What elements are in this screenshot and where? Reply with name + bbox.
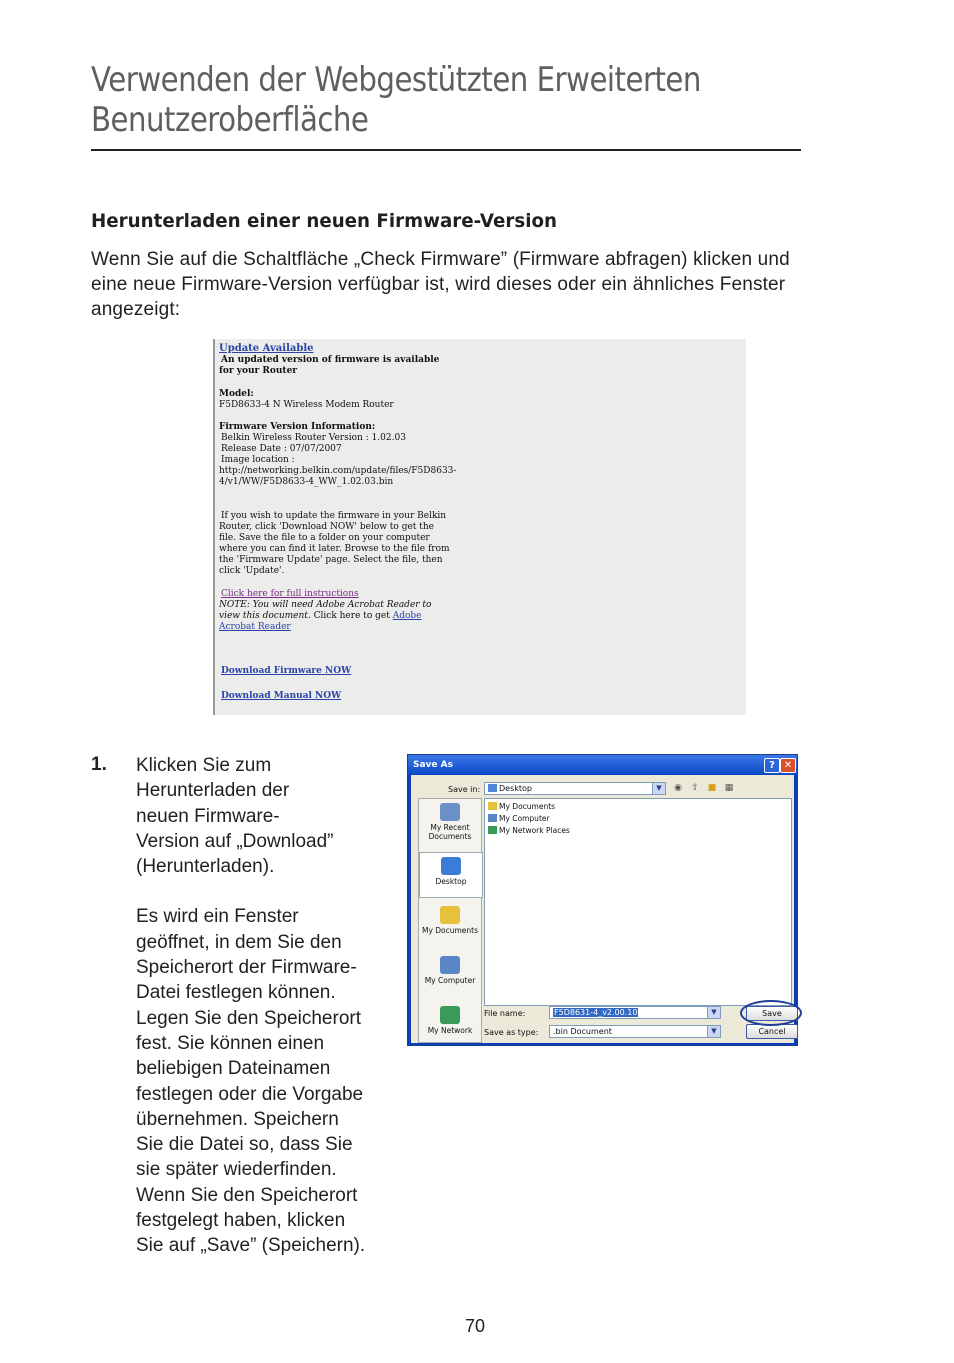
image-url-line-2: 4/v1/WW/F5D8633-4_WW_1.02.03.bin	[219, 477, 394, 487]
page-title-line-1: Verwenden der Webgestützten Erweiterten	[91, 60, 701, 100]
image-url-line-1: http://networking.belkin.com/update/files/F5D8633-	[219, 466, 457, 476]
firmware-update-screenshot	[213, 339, 746, 715]
folder-icon	[488, 802, 497, 810]
instructions-line-5: the 'Firmware Update' page. Select the file, then	[219, 555, 443, 565]
file-item-label: My Network Places	[499, 826, 570, 835]
save-button[interactable]: Save	[746, 1006, 798, 1021]
instructions-line-1: If you wish to update the firmware in your Belkin	[221, 511, 447, 521]
step-paragraph-1	[136, 753, 398, 879]
step-p2-line-14: Sie auf „Save” (Speichern).	[136, 1235, 366, 1257]
file-item[interactable]	[488, 814, 550, 823]
image-location-label: Image location :	[221, 455, 295, 465]
chevron-down-icon: ▼	[652, 783, 665, 794]
save-in-label: Save in:	[448, 785, 481, 794]
step-number: 1.	[91, 754, 107, 775]
dialog-title: Save As	[413, 760, 453, 770]
chevron-down-icon: ▼	[707, 1007, 720, 1018]
place-desktop[interactable]	[419, 852, 483, 898]
desktop-icon	[488, 784, 497, 792]
step-p2-line-1: Es wird ein Fenster	[136, 906, 299, 928]
cancel-button[interactable]: Cancel	[746, 1024, 798, 1039]
file-item-label: My Computer	[499, 814, 550, 823]
computer-icon	[488, 814, 497, 822]
place-my-documents[interactable]	[419, 906, 481, 935]
save-as-type-label: Save as type:	[484, 1028, 539, 1037]
recent-documents-icon	[440, 803, 460, 821]
my-network-icon	[440, 1006, 460, 1024]
update-message-line-1: An updated version of firmware is available	[221, 355, 440, 365]
model-value: F5D8633-4 N Wireless Modem Router	[219, 400, 394, 410]
release-date: Release Date : 07/07/2007	[221, 444, 342, 454]
router-version: Belkin Wireless Router Version : 1.02.03	[221, 433, 406, 443]
step-p2-line-2: geöffnet, in dem Sie den	[136, 931, 342, 953]
instructions-line-6: click 'Update'.	[219, 566, 285, 576]
place-my-computer[interactable]	[419, 956, 481, 985]
download-firmware-link[interactable]: Download Firmware NOW	[221, 666, 352, 676]
file-item[interactable]	[488, 802, 555, 811]
page-title-line-2: Benutzeroberfläche	[91, 100, 369, 140]
step-p2-line-6: fest. Sie können einen	[136, 1032, 325, 1054]
update-message-line-2: for your Router	[219, 366, 298, 376]
place-recent-documents[interactable]	[419, 803, 481, 841]
step-p2-line-5: Legen Sie den Speicherort	[136, 1007, 361, 1029]
save-as-dialog	[407, 754, 798, 1046]
instructions-line-4: where you can find it later. Browse to the file from	[219, 544, 450, 554]
step-p2-line-4: Datei festlegen können.	[136, 982, 336, 1004]
step-p1-line-1: Klicken Sie zum	[136, 755, 272, 776]
firmware-info-label: Firmware Version Information:	[219, 422, 376, 432]
step-p1-line-5: (Herunterladen).	[136, 856, 275, 878]
step-p2-line-10: Sie die Datei so, dass Sie	[136, 1134, 353, 1156]
note-italic-text: view this document.	[219, 611, 311, 621]
my-computer-icon	[440, 956, 460, 974]
step-p2-line-7: beliebigen Dateinamen	[136, 1058, 331, 1080]
save-in-value	[488, 784, 532, 793]
step-paragraph-2	[136, 904, 398, 1258]
file-item-label: My Documents	[499, 802, 556, 811]
network-icon	[488, 826, 497, 834]
file-list[interactable]	[484, 798, 792, 1006]
highlight-ring	[740, 1000, 802, 1026]
step-p2-line-8: festlegen oder die Vorgabe	[136, 1083, 364, 1105]
step-p2-line-11: sie später wiederfinden.	[136, 1159, 337, 1181]
save-in-dropdown[interactable]	[484, 782, 666, 795]
file-name-input[interactable]	[549, 1006, 721, 1019]
dialog-body	[411, 775, 794, 1043]
view-menu-icon[interactable]: ▦	[724, 783, 734, 793]
close-icon[interactable]: ✕	[780, 758, 796, 773]
step-p1-line-3: neuen Firmware-	[136, 805, 280, 827]
file-name-label: File name:	[484, 1009, 526, 1018]
step-p2-line-12: Wenn Sie den Speicherort	[136, 1184, 358, 1206]
step-p1-line-4: Version auf „Download”	[136, 830, 334, 852]
place-label: My Network	[427, 1026, 473, 1035]
places-bar	[418, 798, 482, 1043]
place-label: My Computer	[424, 976, 476, 985]
title-divider	[91, 149, 801, 151]
note-line-2	[219, 611, 422, 622]
save-in-text: Desktop	[499, 784, 532, 793]
up-folder-icon[interactable]: ⇧	[691, 783, 699, 793]
download-manual-link[interactable]: Download Manual NOW	[221, 691, 342, 701]
file-item[interactable]	[488, 826, 570, 835]
file-name-value: F5D8631-4_v2.00.10	[554, 1008, 638, 1017]
note-plain-text: Click here to get	[310, 611, 393, 621]
desktop-place-icon	[441, 857, 461, 875]
step-description	[136, 753, 398, 1259]
step-p1-line-2: Herunterladen der	[136, 780, 290, 802]
new-folder-icon[interactable]: ■	[707, 783, 717, 793]
my-documents-icon	[440, 906, 460, 924]
instructions-line-2: Router, click 'Download NOW' below to get the	[219, 522, 435, 532]
place-my-network[interactable]	[419, 1006, 481, 1035]
dialog-titlebar[interactable]	[408, 755, 797, 775]
update-available-heading[interactable]: Update Available	[219, 343, 314, 354]
save-as-type-dropdown[interactable]	[549, 1025, 721, 1038]
note-line-1: NOTE: You will need Adobe Acrobat Reader to	[219, 600, 432, 610]
acrobat-reader-link[interactable]: Acrobat Reader	[219, 622, 291, 632]
help-icon[interactable]: ?	[764, 758, 780, 773]
back-icon[interactable]: ◉	[674, 783, 682, 793]
place-label: My Recent Documents	[428, 823, 472, 841]
section-heading: Herunterladen einer neuen Firmware-Version	[91, 210, 557, 232]
model-label: Model:	[219, 389, 254, 399]
step-p2-line-9: übernehmen. Speichern	[136, 1108, 339, 1130]
page-title	[91, 60, 710, 140]
page-number: 70	[465, 1316, 486, 1336]
place-label: My Documents	[421, 926, 479, 935]
place-label: Desktop	[435, 877, 467, 886]
full-instructions-link[interactable]: Click here for full instructions	[221, 589, 359, 599]
step-p2-line-3: Speicherort der Firmware-	[136, 957, 357, 979]
adobe-link[interactable]: Adobe	[392, 611, 422, 621]
step-p2-line-13: festgelegt haben, klicken	[136, 1210, 346, 1232]
chevron-down-icon: ▼	[707, 1026, 720, 1037]
instructions-line-3: file. Save the file to a folder on your computer	[219, 533, 430, 543]
intro-paragraph: Wenn Sie auf die Schaltfläche „Check Firmware” (Firmware abfragen) klicken und eine neue Firmware-Version verfügbar ist, wird dieses oder ein ähnliches Fenster angezeigt:	[91, 249, 790, 320]
save-as-type-value: .bin Document	[553, 1027, 612, 1036]
